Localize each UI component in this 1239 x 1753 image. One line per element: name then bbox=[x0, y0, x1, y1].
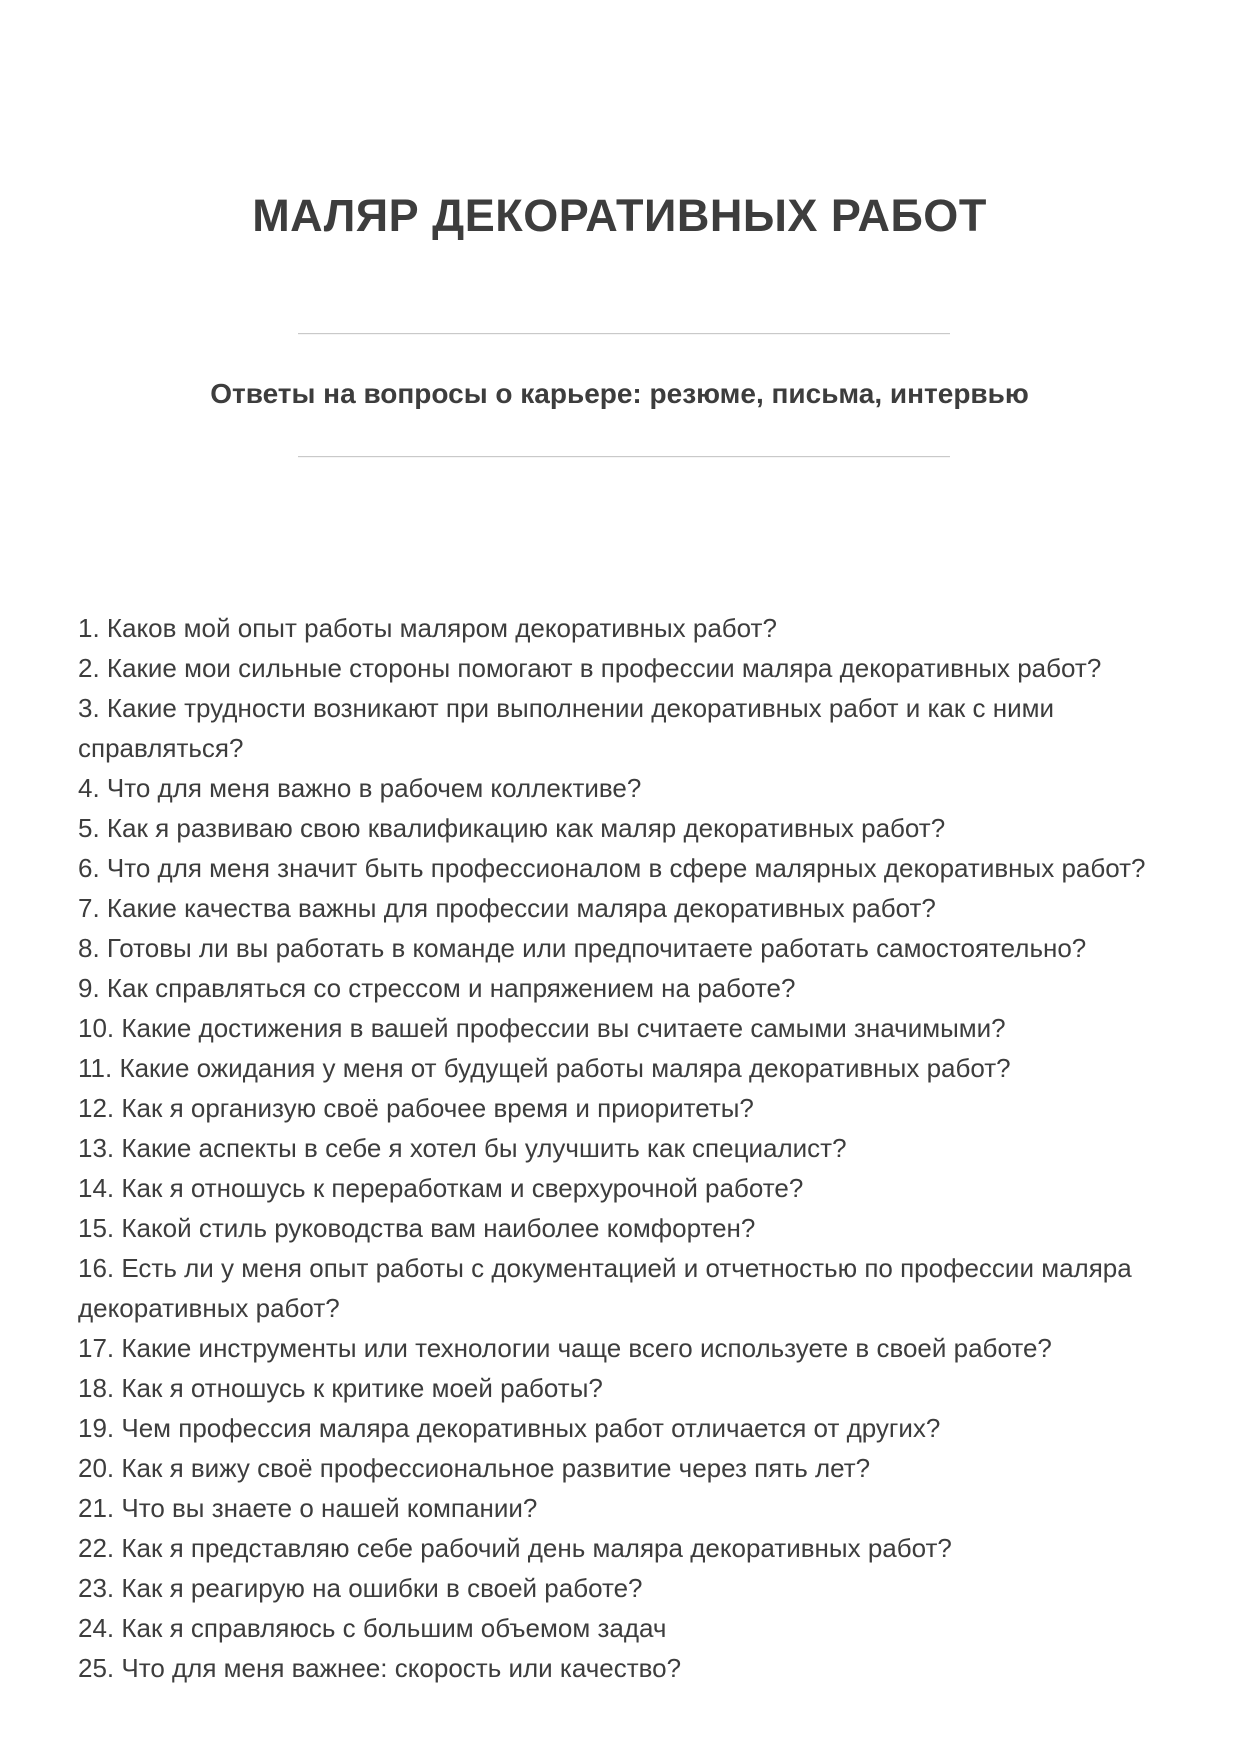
question-item bbox=[78, 1568, 1188, 1608]
question-line-wrap: справляться? bbox=[78, 733, 244, 763]
question-item bbox=[78, 1088, 1188, 1128]
question-line: 1. Каков мой опыт работы маляром декоративных работ? bbox=[78, 613, 777, 643]
question-item bbox=[78, 1128, 1188, 1168]
question-item bbox=[78, 1328, 1188, 1368]
question-item bbox=[78, 1648, 1188, 1688]
question-item bbox=[78, 1608, 1188, 1648]
question-line: 11. Какие ожидания у меня от будущей работы маляра декоративных работ? bbox=[78, 1053, 1011, 1083]
question-item bbox=[78, 888, 1188, 928]
question-line: 14. Как я отношусь к переработкам и сверхурочной работе? bbox=[78, 1173, 804, 1203]
question-line: 10. Какие достижения в вашей профессии вы считаете самыми значимыми? bbox=[78, 1013, 1006, 1043]
question-item bbox=[78, 808, 1188, 848]
question-item bbox=[78, 1048, 1188, 1088]
question-item bbox=[78, 1248, 1188, 1328]
question-item bbox=[78, 928, 1188, 968]
question-item bbox=[78, 848, 1188, 888]
question-line: 4. Что для меня важно в рабочем коллективе? bbox=[78, 773, 642, 803]
questions-list bbox=[78, 608, 1188, 1688]
question-line: 18. Как я отношусь к критике моей работы? bbox=[78, 1373, 603, 1403]
question-line: 24. Как я справляюсь с большим объемом задач bbox=[78, 1613, 667, 1643]
question-item bbox=[78, 1208, 1188, 1248]
question-item bbox=[78, 968, 1188, 1008]
question-line: 2. Какие мои сильные стороны помогают в профессии маляра декоративных работ? bbox=[78, 653, 1102, 683]
question-item bbox=[78, 1528, 1188, 1568]
question-line: 13. Какие аспекты в себе я хотел бы улучшить как специалист? bbox=[78, 1133, 847, 1163]
question-line-wrap: декоративных работ? bbox=[78, 1293, 340, 1323]
question-item bbox=[78, 768, 1188, 808]
question-item bbox=[78, 688, 1188, 768]
question-item bbox=[78, 1008, 1188, 1048]
question-item bbox=[78, 1408, 1188, 1448]
question-item bbox=[78, 1368, 1188, 1408]
question-line: 7. Какие качества важны для профессии маляра декоративных работ? bbox=[78, 893, 936, 923]
question-item bbox=[78, 1448, 1188, 1488]
question-line: 8. Готовы ли вы работать в команде или предпочитаете работать самостоятельно? bbox=[78, 933, 1087, 963]
question-line: 5. Как я развиваю свою квалификацию как маляр декоративных работ? bbox=[78, 813, 946, 843]
question-item bbox=[78, 648, 1188, 688]
question-line: 12. Как я организую своё рабочее время и приоритеты? bbox=[78, 1093, 754, 1123]
question-item bbox=[78, 608, 1188, 648]
question-line: 17. Какие инструменты или технологии чаще всего используете в своей работе? bbox=[78, 1333, 1052, 1363]
question-line: 15. Какой стиль руководства вам наиболее комфортен? bbox=[78, 1213, 756, 1243]
divider-line-top bbox=[298, 333, 950, 334]
question-line: 20. Как я вижу своё профессиональное развитие через пять лет? bbox=[78, 1453, 871, 1483]
question-line: 23. Как я реагирую на ошибки в своей работе? bbox=[78, 1573, 643, 1603]
divider-line-bottom bbox=[298, 456, 950, 457]
question-line: 9. Как справляться со стрессом и напряжением на работе? bbox=[78, 973, 796, 1003]
question-line: 19. Чем профессия маляра декоративных работ отличается от других? bbox=[78, 1413, 941, 1443]
question-line: 25. Что для меня важнее: скорость или качество? bbox=[78, 1653, 682, 1683]
question-line: 16. Есть ли у меня опыт работы с документацией и отчетностью по профессии маляра bbox=[78, 1253, 1132, 1283]
question-item bbox=[78, 1488, 1188, 1528]
page-title: МАЛЯР ДЕКОРАТИВНЫХ РАБОТ bbox=[252, 190, 987, 241]
question-line: 22. Как я представляю себе рабочий день маляра декоративных работ? bbox=[78, 1533, 952, 1563]
question-line: 21. Что вы знаете о нашей компании? bbox=[78, 1493, 538, 1523]
question-line: 3. Какие трудности возникают при выполнении декоративных работ и как с ними bbox=[78, 693, 1054, 723]
question-line: 6. Что для меня значит быть профессионалом в сфере малярных декоративных работ? bbox=[78, 853, 1146, 883]
question-item bbox=[78, 1168, 1188, 1208]
page-subtitle: Ответы на вопросы о карьере: резюме, письма, интервью bbox=[210, 378, 1029, 409]
